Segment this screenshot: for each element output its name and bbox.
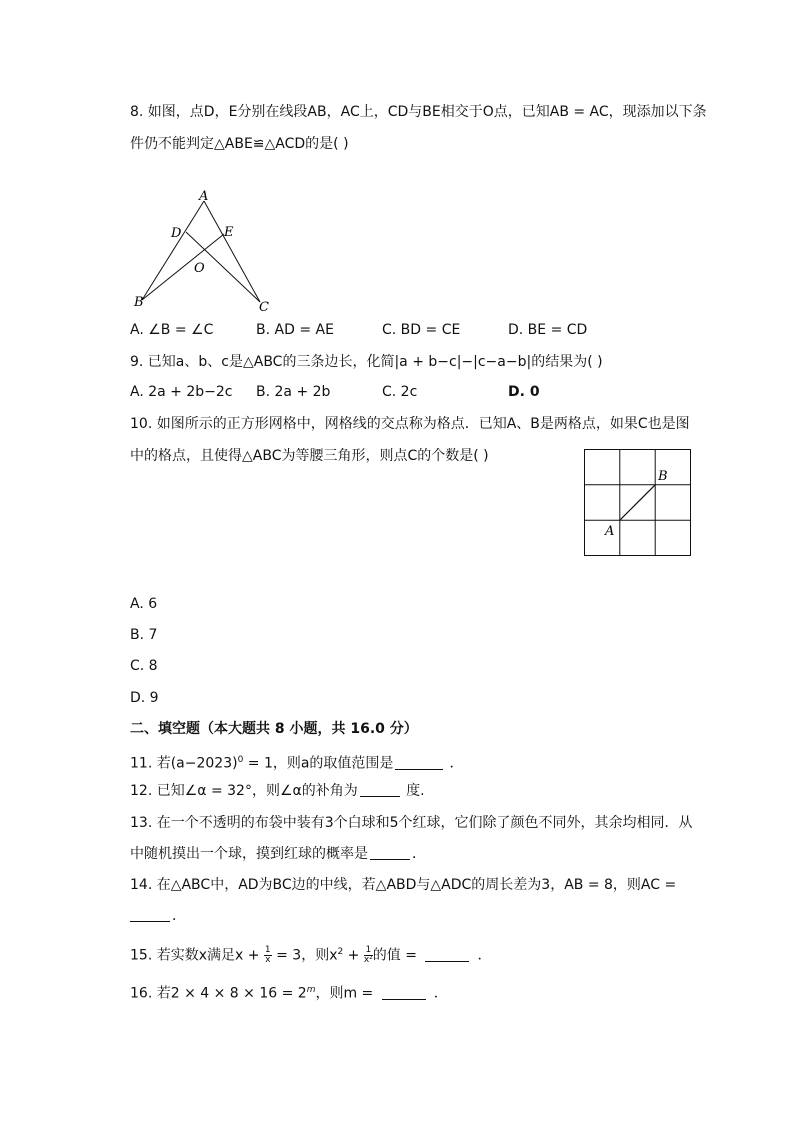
q10-option-b: B. 7 <box>130 627 158 643</box>
q12-pre: 12. 已知∠α = 32°，则∠α的补角为 <box>130 783 358 799</box>
q11-answer-blank[interactable] <box>395 755 443 770</box>
q10-grid-figure <box>584 449 694 559</box>
q13-end: ． <box>412 846 426 862</box>
q16-answer-blank[interactable] <box>382 985 426 1000</box>
q11-end: ． <box>449 755 464 772</box>
q10-option-a: A. 6 <box>130 596 158 612</box>
q15-sup: 2 <box>337 947 344 957</box>
q11 <box>130 750 463 774</box>
q14-line1: 14. 在△ABC中，AD为BC边的中线，若△ABD与△ADC的周长差为3，AB = 8，则AC = <box>130 877 677 893</box>
section-2-heading: 二、填空题（本大题共 8 小题，共 16.0 分） <box>130 721 418 737</box>
segment-be <box>142 234 224 300</box>
label-c: C <box>259 300 269 315</box>
q10-line1: 10. 如图所示的正方形网格中，网格线的交点称为格点．已知A、B是两格点，如果C也是图 <box>130 416 690 432</box>
q15-end: ． <box>477 947 492 964</box>
label-b: B <box>134 295 144 310</box>
q9-option-d: D. 0 <box>508 384 540 400</box>
q16-post: ，则m = <box>315 985 378 1002</box>
q13-answer-blank[interactable] <box>370 845 410 860</box>
q13-line2 <box>130 844 426 864</box>
q8-option-d: D. BE = CD <box>508 322 588 338</box>
q12 <box>130 781 425 801</box>
q8-figure <box>128 188 288 318</box>
q15-frac1 <box>264 946 272 965</box>
q11-post: = 1，则a的取值范围是 <box>243 755 394 772</box>
q15-pre: 15. 若实数x满足x + <box>130 947 264 964</box>
grid-label-a: A <box>605 524 615 539</box>
q16 <box>130 980 448 1004</box>
label-o: O <box>194 261 205 276</box>
q9-option-c: C. 2c <box>382 384 418 400</box>
q8-option-a: A. ∠B = ∠C <box>130 322 214 338</box>
q9-option-b: B. 2a + 2b <box>256 384 331 400</box>
q8-line1: 8. 如图，点D，E分别在线段AB，AC上，CD与BE相交于O点，已知AB = AC，现添加以下条 <box>130 104 707 120</box>
label-e: E <box>224 225 234 240</box>
q15-mid: = 3，则x <box>271 947 338 964</box>
q14-end: ． <box>172 908 186 924</box>
q8-option-b: B. AD = AE <box>256 322 334 338</box>
q13-line1: 13. 在一个不透明的布袋中装有3个白球和5个红球，它们除了颜色不同外，其余均相同．从 <box>130 815 693 831</box>
q15-frac2-num: 1 <box>365 945 372 956</box>
q12-end: 度. <box>401 783 425 799</box>
q15-plus: + <box>343 947 364 964</box>
q11-pre: 11. 若(a−2023) <box>130 755 238 772</box>
q8-line2: 件仍不能判定△ABE≌△ACD的是( ) <box>130 136 349 152</box>
q15-frac2 <box>364 946 373 965</box>
q15-answer-blank[interactable] <box>425 947 469 962</box>
q11-sup: 0 <box>237 755 244 765</box>
q12-answer-blank[interactable] <box>360 782 400 797</box>
label-a: A <box>199 189 209 204</box>
q10-option-c: C. 8 <box>130 658 158 674</box>
grid-label-b: B <box>658 469 668 484</box>
segment-ac <box>204 201 260 302</box>
q9-text: 9. 已知a、b、c是△ABC的三条边长，化简|a + b−c|−|c−a−b|的结果为( ) <box>130 354 603 370</box>
q16-pre: 16. 若2 × 4 × 8 × 16 = 2 <box>130 985 307 1002</box>
q10-line2: 中的格点，且使得△ABC为等腰三角形，则点C的个数是( ) <box>130 448 489 464</box>
q15-frac2-den: x² <box>363 955 373 966</box>
segment-ab <box>620 485 655 520</box>
q10-option-d: D. 9 <box>130 690 159 706</box>
q15-frac1-den: x <box>265 955 271 966</box>
q14-answer-blank[interactable] <box>130 907 170 922</box>
segment-ab <box>142 201 204 300</box>
q14-line2 <box>130 906 186 926</box>
q15 <box>130 942 491 966</box>
label-d: D <box>171 226 182 241</box>
q15-frac1-num: 1 <box>264 945 271 956</box>
q8-option-c: C. BD = CE <box>382 322 461 338</box>
q16-end: ． <box>433 985 448 1002</box>
q13-line2-text: 中随机摸出一个球，摸到红球的概率是 <box>130 846 368 862</box>
q9-option-a: A. 2a + 2b−2c <box>130 384 233 400</box>
q16-sup: m <box>306 985 316 995</box>
q15-post: 的值 = <box>372 947 422 964</box>
